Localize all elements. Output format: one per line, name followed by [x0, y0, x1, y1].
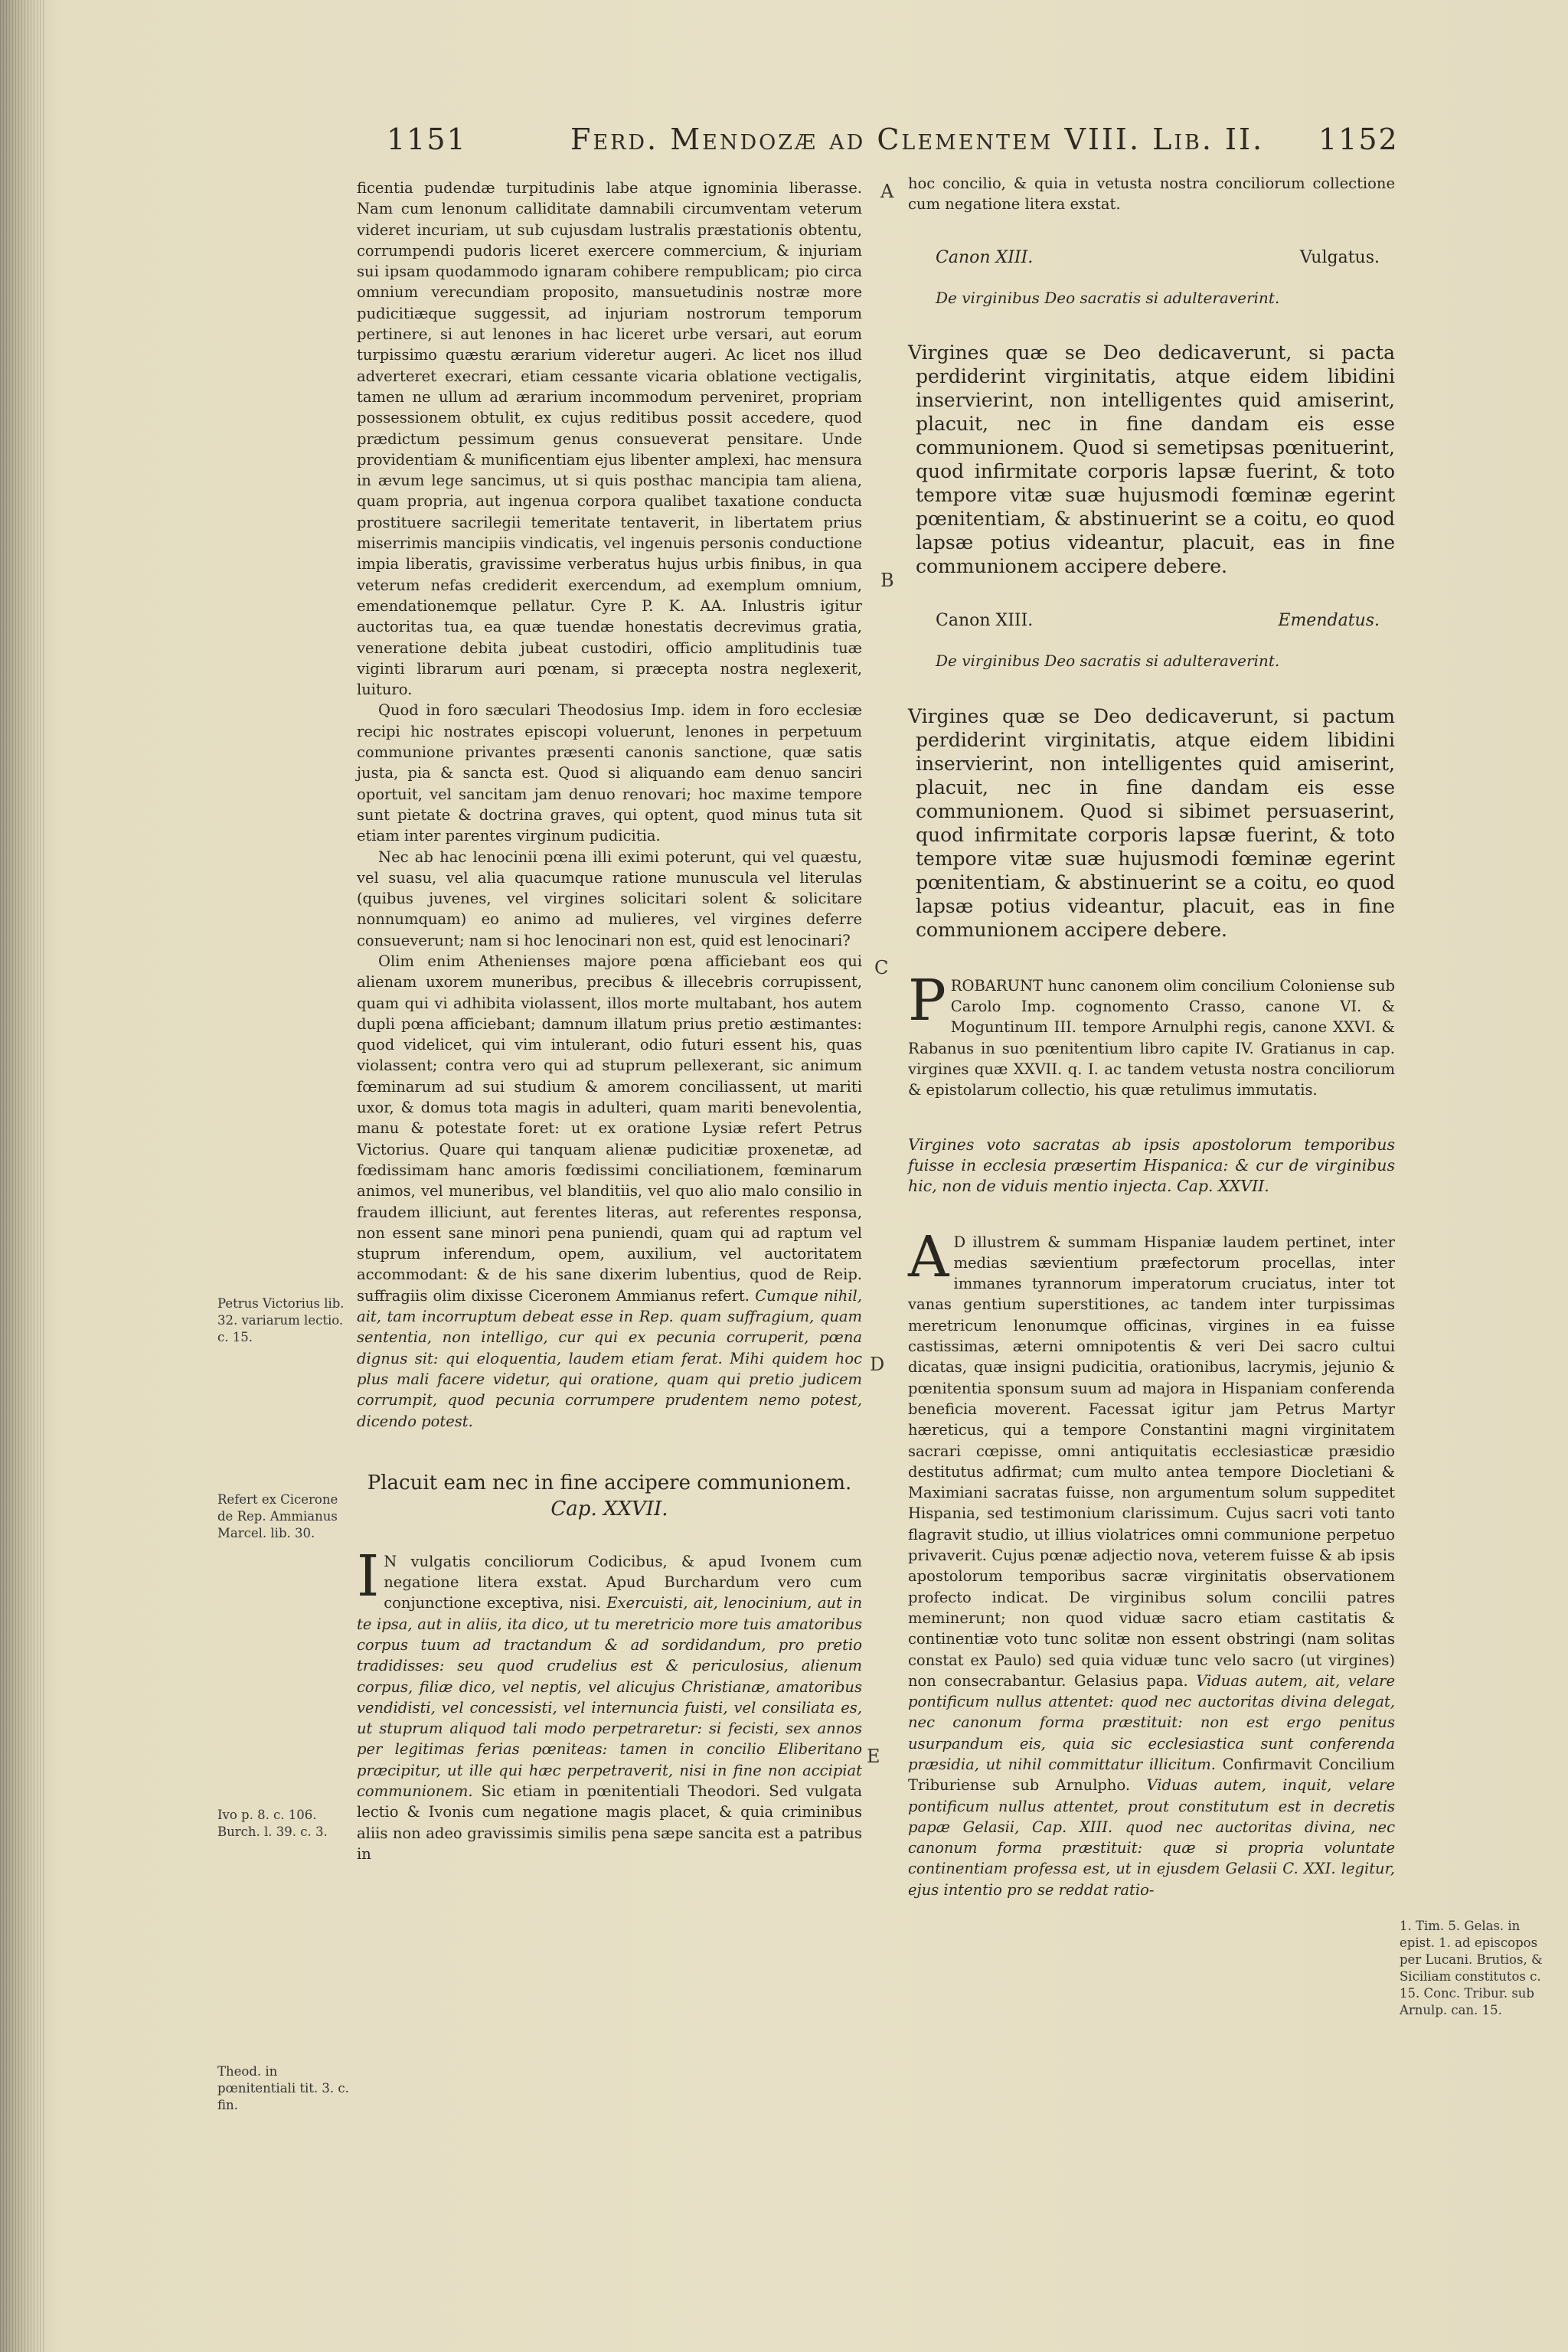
chapter-heading-text: Placuit eam nec in fine accipere communionem.	[367, 1471, 852, 1494]
quotation-text: Viduas autem, ait, velare pontificum nullus attentet: quod nec auctoritas divina delegat, nec canonum forma præstituit: non est ergo penitus usurpandum eis, quia sic ecclesiastica sunt conferenda præsidia, ut nihil committatur illicitum.	[908, 1671, 1396, 1773]
quotation-text: Viduas autem, inquit, velare pontificum nullus attentet, prout constitutum est in decretis papæ Gelasii, Cap. XIII. quod nec auctoritas divina, nec canonum forma præstituit: quæ si propria voluntate continentiam professa est, ut in ejusdem Gelasii C. XXI. legitur, ejus intentio pro se reddat ratio-	[908, 1776, 1396, 1899]
canon-text: Virgines quæ se Deo dedicaverunt, si pactum perdiderint virginitatis, atque eidem libidini inservierint, non intelligentes quid amiserint, placuit, nec in fine dandam eis esse communionem. Quod si sibimet persuaserint, quod infirmitate corporis lapsæ fuerint, & toto tempore vitæ suæ hujusmodi fœminæ egerint pœnitentiam, & abstinuerint se a coitu, eo quod lapsæ potius videantur, placuit, eas in fine communionem accipere debere.	[908, 704, 1395, 941]
canon-title	[936, 247, 1380, 268]
paragraph	[357, 1543, 863, 1864]
canon-label: Canon XIII.	[936, 247, 1034, 267]
canon-tag: Emendatus.	[1278, 611, 1380, 631]
page-edges	[0, 0, 46, 2352]
paragraph	[908, 967, 1395, 1101]
paragraph: Nec ab hac lenocinii pœna illi eximi poterunt, qui vel quæstu, vel suasu, vel alia quacumque ratione munuscula vel literulas (quibus juvenes, vel virgines solicitari solent & solicitare nonnumquam) eo animo ad mulieres, vel virgines deferre consueverunt; nam si hoc lenocinari non est, quid est lenocinari?	[357, 848, 862, 949]
canon-tag: Vulgatus.	[1299, 247, 1380, 267]
paragraph-text: Sic etiam in pœnitentiali Theodori. Sed vulgata lectio & Ivonis cum negatione magis placet, & quia criminibus aliis non adeo gravissimis similis pena sæpe sancita est a patribus in	[357, 1782, 862, 1863]
drop-cap: A	[908, 1223, 949, 1290]
margin-note: Petrus Victorius lib. 32. variarum lectio. c. 15.	[217, 1296, 345, 1344]
canon-text: Virgines quæ se Deo dedicaverunt, si pacta perdiderint virginitatis, atque eidem libidini inservierint, non intelligentes quid amiserint, placuit, nec in fine dandam eis esse communionem. Quod si semetipsas pœnituerint, quod infirmitate corporis lapsæ fuerint, & toto tempore vitæ suæ hujusmodi fœminæ egerint pœnitentiam, & abstinuerint se a coitu, eo quod lapsæ potius videantur, placuit, eas in fine communionem accipere debere.	[908, 341, 1395, 578]
chapter-number: Cap. XXVII.	[550, 1497, 668, 1521]
running-title: Ferd. Mendozæ ad Clementem VIII. Lib. II.	[570, 122, 1265, 156]
drop-cap: I	[357, 1543, 380, 1609]
paragraph-text: D illustrem & summam Hispaniæ laudem pertinet, inter medias sævientium præfectorum procellas, inter immanes tyrannorum imperatorum cruciatus, inter tot vanas gentium superstitiones, ac tandem inter turpissimas meretricum lenonumque officinas, virgines in ea fuisse castissimas, æterni omnipotentis & veri Dei sacro cultui dicatas, quæ insigni pudicitia, orationibus, lacrymis, jejunio & pœnitentia sponsum suum ad majora in Hispaniam conferenda beneficia moverent. Facessat igitur jam Petrus Martyr hæreticus, qui a tempore Constantini magni virginitatem sacrari cœpisse, omni antiquitatis ecclesiasticæ præsidio destitutus adfirmat; cum multo antea tempore Diocletiani & Maximiani sacratas fuisse, non argumentum solum suppeditet Hispania, sed testimonium clarissimum. Cujus sacri voti tanto flagravit studio, ut illius violatrices omni communione perpetuo privaverit. Cujus pœnæ adjectio nova, veterem fuisse & ab ipsis apostolorum temporibus sacræ virginitatis observationem profecto indicat. De virginibus solum concilii patres meminerunt; non quod viduæ sacro etiam castitatis & continentiæ voto tunc solitæ non essent obstringi (nam solitas constat ex Paulo) sed quia viduæ tunc velo sacro (ut virgines) non consecrabantur. Gelasius papa.	[908, 1233, 1395, 1690]
margin-note: Ivo p. 8. c. 106. Burch. l. 39. c. 3.	[217, 1808, 328, 1839]
paragraph: hoc concilio, & quia in vetusta nostra conciliorum collectione cum negatione litera exstat.	[908, 175, 1395, 214]
paragraph-text: N vulgatis conciliorum Codicibus, & apud Ivonem cum negatione litera exstat. Apud Burchardum vero cum conjunctione exceptiva, nisi.	[384, 1552, 862, 1612]
section-letter-c: C	[874, 957, 889, 978]
canon-subtitle: De virginibus Deo sacratis si adulteraverint.	[936, 652, 1280, 671]
section-letter-d: D	[870, 1354, 885, 1375]
paragraph-text: Olim enim Athenienses majore pœna afficiebant eos qui alienam uxorem muneribus, precibus & illecebris corrupissent, quam qui vi adhibita violassent, illos morte multabant, hos autem dupli pœna afficiebant; damnum illatum prius pretio æstimantes: quod videlicet, qui vim intulerant, odio futuri essent his, quas violassent; contra vero qui ad stuprum pellexerant, sic animum fœminarum ad sui studium & amorem conciliassent, ut mariti uxor, & domus tota magis in adulteri, quam mariti benevolentia, manu & potestate foret: ut ex oratione Lysiæ refert Petrus Victorius. Quare qui tanquam alienæ pudicitiæ proxenetæ, ad fœdissimam hanc amoris fœdissimi conciliationem, fœminarum animos, vel muneribus, vel blanditiis, vel quo alio malo consilio in fraudem illiciunt, aut ferentes literas, aut referentes responsa, non essent sane minori pena puniendi, quam qui ad raptum vel stuprum inferendum, opem, auxilium, vel auctoritatem accommodant: & de his sane dixerim lubentius, quod de Reip. suffragiis olim dixisse Ciceronem Ammianus refert.	[357, 952, 862, 1305]
paragraph: ficentia pudendæ turpitudinis labe atque ignominia liberasse. Nam cum lenonum calliditate damnabili circumventam veterum videret incuriam, ut sub cujusdam lustralis præstationis obtentu, corrumpendi pudoris liceret exercere commercium, & injuriam sui ipsam quodammodo ignaram cohibere rempublicam; pio circa omnium verecundiam proposito, mansuetudinis nostræ more pudicitiæque suggessit, ad injuriam nostrorum temporum pertinere, si aut lenones in hac liceret urbe versari, aut eorum turpissimo quæstu ærarium videretur augeri. Ac licet nos illud adverteret execrari, etiam cessante vicaria oblatione vectigalis, tamen ne ullum ad ærarium incommodum perveniret, propriam possessionem obtulit, ex cujus reditibus possit accedere, quod prædictum pessimum genus consueverat pensitare. Unde providentiam & munificentiam ejus libenter amplexi, hac mensura in ævum lege sancimus, ut si quis posthac mancipia tam aliena, quam propria, aut ingenua corpora qualibet taxatione conducta prostituere sacrilegii temeritate tentaverit, in libertatem prius miserrimis mancipiis vindicatis, vel ingenuis personis conductione impia liberatis, gravissime verberatus hujus urbis finibus, in qua veterum nefas crediderit exercendum, ad exemplum omnium, emendationemque pellatur. Cyre P. K. AA. Inlustris igitur auctoritas tua, ea quæ tuendæ honestatis decrevimus gratia, veneratione debita jubeat custodiri, officio amplitudinis tuæ viginti librarum auri pœnam, si præcepta nostra neglexerit, luituro.	[357, 179, 862, 699]
paragraph: Quod in foro sæculari Theodosius Imp. idem in foro ecclesiæ recipi hic nostrates episcopi voluerunt, lenones in perpetuum communione privantes præsenti canonis sanctione, quæ satis justa, pia & sancta est. Quod si aliquando eam denuo sanciri oportuit, vel sancitam jam denuo renovari; hoc maxime tempore sunt pietate & doctrina graves, qui optent, quod minus tuta sit etiam inter parentes virginum pudicitia.	[357, 701, 862, 845]
section-letter-b: B	[880, 570, 894, 591]
margin-note: 1. Tim. 5. Gelas. in epist. 1. ad episcopos per Lucani. Brutios, & Siciliam constitutos c. 15. Conc. Tribur. sub Arnulp. can. 15.	[1400, 1919, 1543, 2017]
paragraph-text: ROBARUNT hunc canonem olim concilium Coloniense sub Carolo Imp. cognomento Crasso, canone VI. & Moguntinum III. tempore Arnulphi regis, canone XXVI. & Rabanus in suo pœnitentium libro capite IV. Gratianus in cap. virgines quæ XXVII. q. I. ac tandem vetusta nostra conciliorum & epistolarum collectio, his quæ retulimus immutatis.	[908, 976, 1395, 1099]
section-letter-e: E	[867, 1746, 880, 1767]
left-text-column	[357, 178, 862, 1864]
quotation-text: Cumque nihil, ait, tam incorruptum debeat esse in Rep. quam suffragium, quam sententia, non intelligo, cur qui ex pecunia corruperit, pœna dignus sit: qui eloquentia, laudem etiam ferat. Mihi quidem hoc plus mali facere videtur, qui oratione, quam qui pretio judicem corrumpit, quod pecunia corrumpere prudentem nemo potest, dicendo potest.	[357, 1286, 862, 1430]
section-letter-a: A	[880, 181, 894, 202]
paragraph-text: Confirmavit Concilium Triburiense sub Arnulpho.	[908, 1755, 1395, 1795]
margin-note: Refert ex Cicerone de Rep. Ammianus Marcel. lib. 30.	[217, 1492, 338, 1540]
canon-label: Canon XIII.	[936, 611, 1034, 631]
margin-note: Theod. in pœnitentiali tit. 3. c. fin.	[217, 2064, 349, 2112]
drop-cap: P	[908, 967, 946, 1034]
quotation-text: Exercuisti, ait, lenocinium, aut in te ipsa, aut in aliis, ita dico, ut tu meretricio more tuis amatoribus corpus tuum ad tractandum & ad sordidandum, pro pretio tradidisses: seu quod crudelius est & periculosius, alienum corpus, filiæ dico, vel neptis, vel alicujus Christianæ, amatoribus vendidisti, vel concessisti, vel internuncia fuisti, vel consiliata es, ut stuprum aliquod tali modo perpetraretur: si fecisti, sex annos per legitimas ferias pœniteas: tamen in concilio Eliberitano præcipitur, ut ille qui hæc perpetraverit, nisi in fine non accipiat communionem.	[357, 1594, 863, 1801]
chapter-heading: Virgines voto sacratas ab ipsis apostolorum temporibus fuisse in ecclesia præsertim Hispanica: & cur de virginibus hic, non de viduis mentio injecta. Cap. XXVII.	[908, 1135, 1395, 1195]
paragraph	[357, 951, 862, 1432]
left-page-number: 1151	[387, 122, 467, 156]
right-page-number: 1152	[1318, 122, 1399, 156]
paragraph	[908, 1223, 1396, 1901]
right-text-column	[908, 173, 1395, 1900]
canon-title	[936, 610, 1380, 631]
canon-subtitle: De virginibus Deo sacratis si adulteraverint.	[936, 288, 1280, 307]
chapter-heading	[357, 1470, 862, 1522]
